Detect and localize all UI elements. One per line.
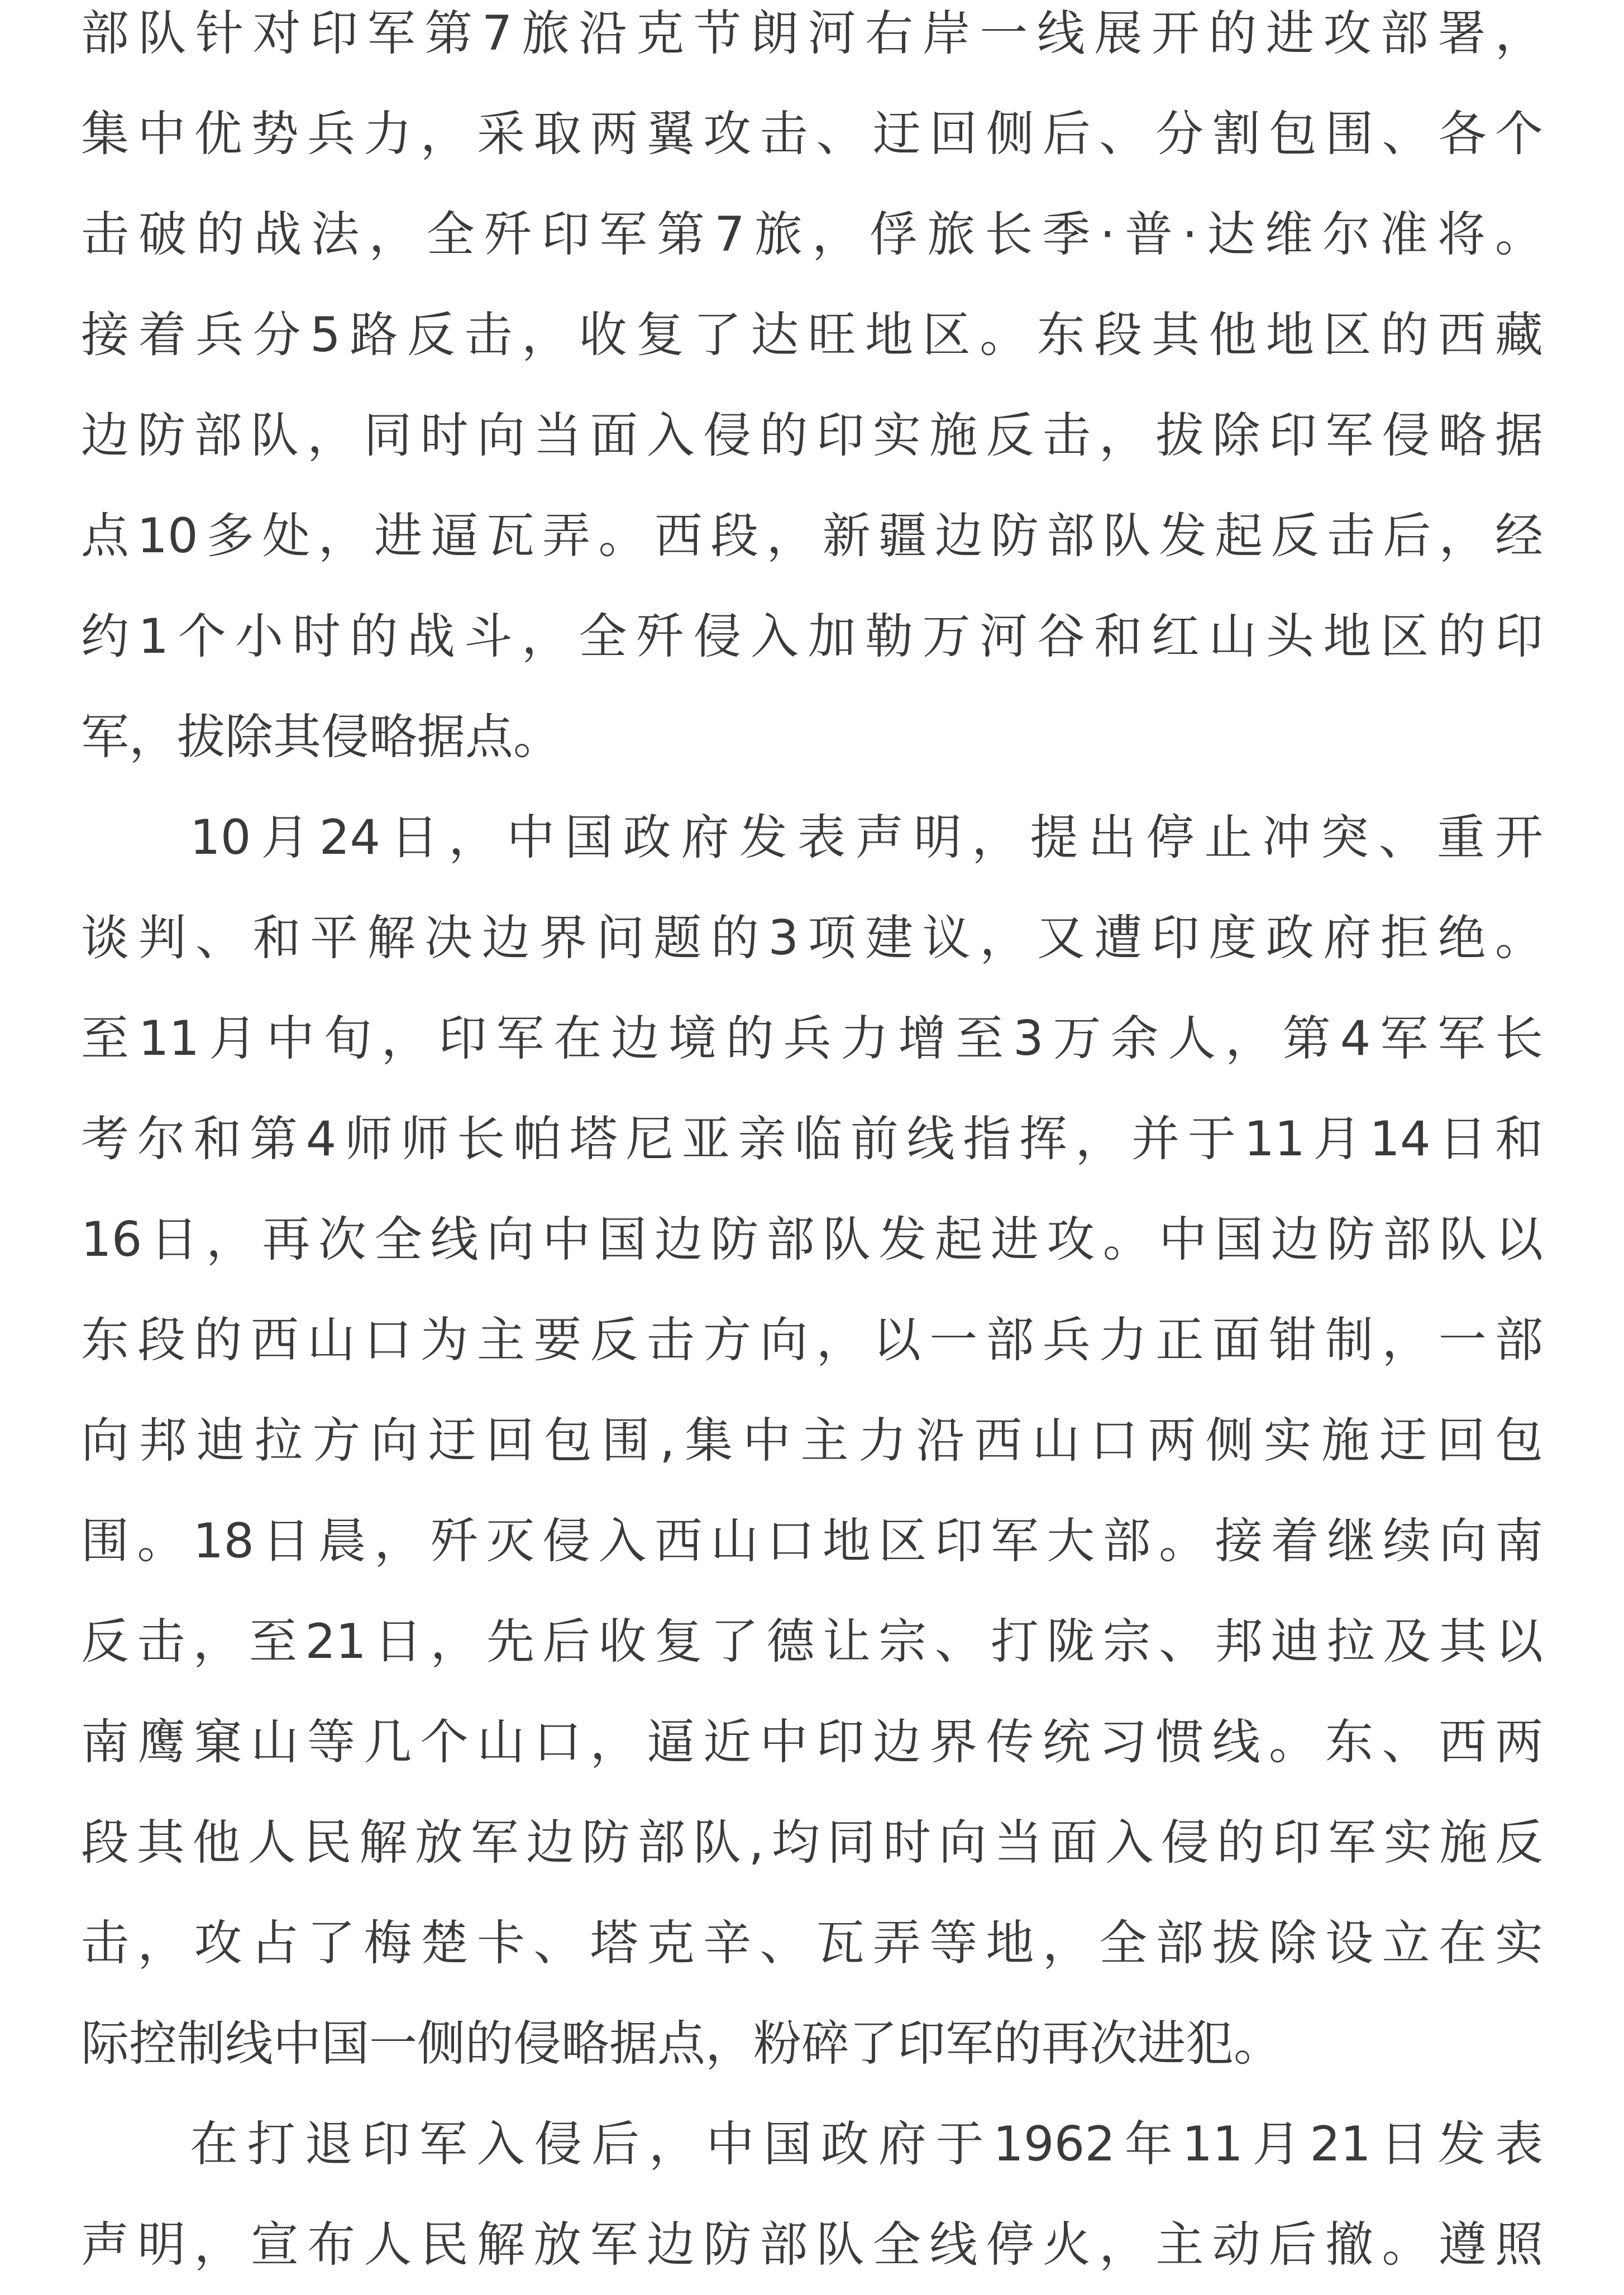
text-line: 集中优势兵力，采取两翼攻击、迂回侧后、分割包围、各个 xyxy=(81,106,1543,162)
text-line: 际控制线中国一侧的侵略据点，粉碎了印军的再次进犯。 xyxy=(81,2016,1282,2072)
text-line: 谈判、和平解决边界问题的3项建议，又遭印度政府拒绝。 xyxy=(81,910,1543,966)
text-line: 击破的战法，全歼印军第7旅，俘旅长季·普·达维尔准将。 xyxy=(81,207,1543,262)
text-line: 反击，至21日，先后收复了德让宗、打陇宗、邦迪拉及其以 xyxy=(81,1614,1543,1670)
text-line: 围。18日晨，歼灭侵入西山口地区印军大部。接着继续向南 xyxy=(81,1513,1543,1569)
text-line: 向邦迪拉方向迂回包围,集中主力沿西山口两侧实施迂回包 xyxy=(81,1413,1543,1469)
text-line: 南鹰窠山等几个山口，逼近中印边界传统习惯线。东、西两 xyxy=(81,1714,1543,1770)
text-line: 点10多处，进逼瓦弄。西段，新疆边防部队发起反击后，经 xyxy=(81,508,1543,564)
text-line: 接着兵分5路反击，收复了达旺地区。东段其他地区的西藏 xyxy=(81,307,1543,363)
text-line: 声明，宣布人民解放军边防部队全线停火，主动后撤。遵照 xyxy=(81,2217,1543,2273)
text-line: 约1个小时的战斗，全歼侵入加勒万河谷和红山头地区的印 xyxy=(81,609,1543,664)
text-line: 击，攻占了梅楚卡、塔克辛、瓦弄等地，全部拔除设立在实 xyxy=(81,1915,1543,1971)
text-line: 至11月中旬，印军在边境的兵力增至3万余人，第4军军长 xyxy=(81,1011,1543,1067)
text-line: 在打退印军入侵后，中国政府于1962年11月21日发表 xyxy=(190,2116,1543,2172)
text-line: 部队针对印军第7旅沿克节朗河右岸一线展开的进攻部署， xyxy=(81,6,1543,61)
text-line: 10月24日，中国政府发表声明，提出停止冲突、重开 xyxy=(190,810,1543,866)
text-line: 段其他人民解放军边防部队,均同时向当面入侵的印军实施反 xyxy=(81,1815,1543,1871)
text-line: 考尔和第4师师长帕塔尼亚亲临前线指挥，并于11月14日和 xyxy=(81,1111,1543,1167)
text-line: 16日，再次全线向中国边防部队发起进攻。中国边防部队以 xyxy=(81,1212,1543,1268)
text-line: 东段的西山口为主要反击方向，以一部兵力正面钳制，一部 xyxy=(81,1312,1543,1368)
text-line: 边防部队，同时向当面入侵的印实施反击，拔除印军侵略据 xyxy=(81,408,1543,463)
text-line: 军，拔除其侵略据点。 xyxy=(81,709,561,765)
